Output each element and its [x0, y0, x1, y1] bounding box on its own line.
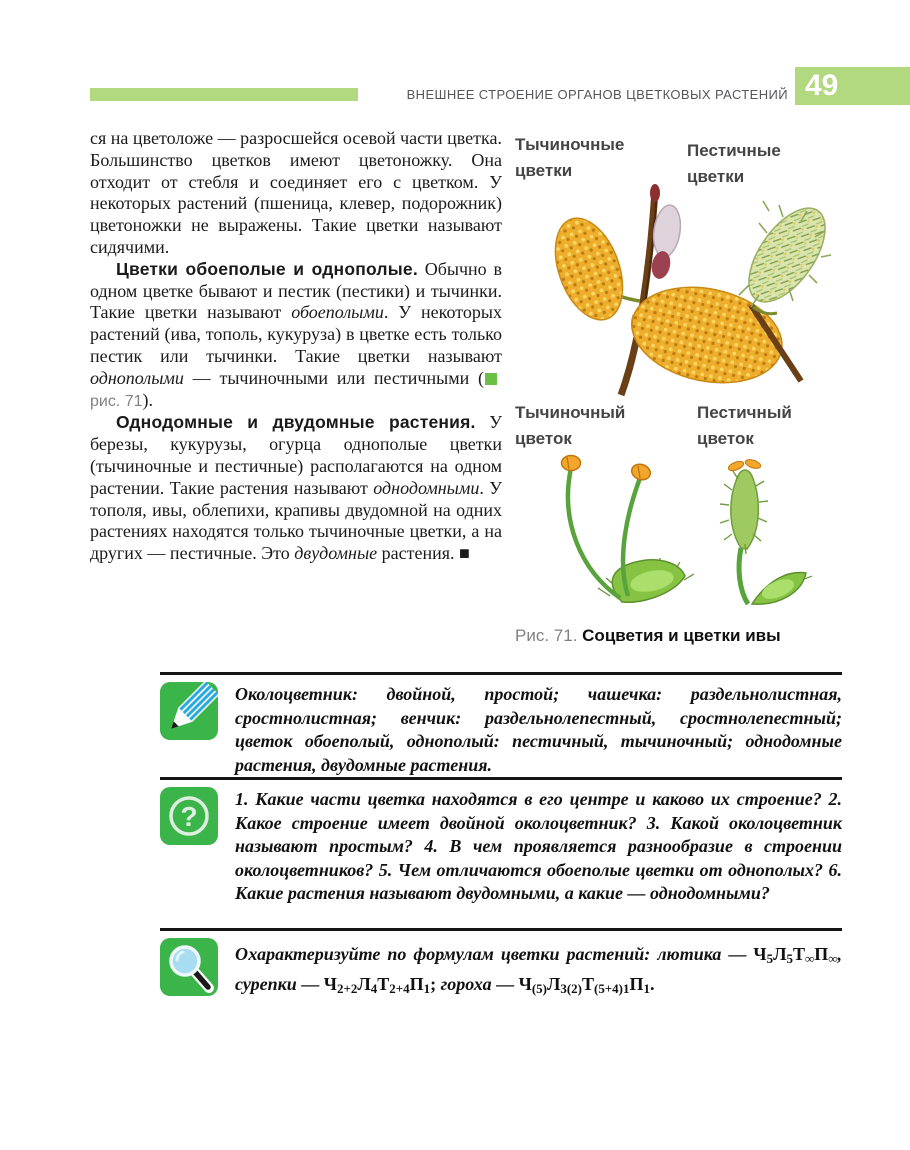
vocabulary-text: Околоцветник: двойной, простой; чашечка: раздельнолистная, сростнолистная; венчик: раздельнолепестный, сростнолепестный; цветок обоеполый, однополый: пестичный, тычиночный; однодомные растения, двудомные растения. — [235, 684, 842, 775]
willow-catkins-illustration — [537, 183, 837, 398]
label-staminate-flower: Тычиночный цветок — [515, 403, 626, 449]
svg-text:?: ? — [180, 801, 198, 832]
figure-caption-title: Соцветия и цветки ивы — [582, 626, 781, 645]
label-pistillate-flower: Пестичный цветок — [697, 403, 792, 449]
question-icon — [160, 787, 218, 845]
questions-block — [160, 777, 842, 928]
body-text-column — [90, 128, 502, 565]
figure-reference: рис. 71 — [90, 392, 143, 410]
flower-formula-buttercup: $Ч_5Л_5Т_\infty П_\infty$ — [753, 944, 838, 967]
running-head: ВНЕШНЕЕ СТРОЕНИЕ ОРГАНОВ ЦВЕТКОВЫХ РАСТЕНИЙ — [406, 87, 788, 102]
figure-caption-number: Рис. 71. — [515, 626, 578, 645]
term-monoecious: однодомными — [373, 477, 480, 498]
questions-text: 1. Какие части цветка находятся в его центре и каково их строение? 2. Какое строение имеет двойной околоцветник? 3. Какой околоцветник называют простым? 4. В чем проявляется разнообразие в строении околоцветников? 5. Чем отличаются обоеполые цветки от однополых? 6. Какие растения называют двудомными, а какие — однодомными? — [235, 789, 842, 903]
term-unisexual: однополыми — [90, 367, 184, 388]
flower-formula-wintercress: $Ч_{2+2}Л_4Т_{2+4}П_1$ — [323, 974, 431, 997]
vocabulary-block — [160, 672, 842, 777]
page-number-badge — [795, 67, 910, 105]
figure-71 — [515, 128, 850, 658]
flower-formula-pea: $Ч_{(5)}Л_{3(2)}Т_{(5+4)1}П_1$ — [518, 974, 650, 997]
task-block — [160, 928, 842, 1023]
paragraph-bisexual-unisexual: Цветки обоеполые и однополые. Обычно в одном цветке бывают и пестик (пестики) и тычинки. Такие цветки называют обоеполыми. У некоторых растений (ива, тополь, кукуруза) в цветке есть только пестик или тычинки. Такие цветки называют однополыми — тычиночными или пестичными (рис. 71). — [90, 258, 502, 410]
task-text: Охарактеризуйте по формулам цветки растений: лютика — $Ч_5Л_5Т_\infty П_\infty$, сурепки — $Ч_{2+2}Л_4Т_{2+4}П_1$; гороха — $Ч_{(5)}Л_{3(2)}Т_{(5+4)1}П_1$. — [235, 944, 843, 997]
label-staminate-flowers: Тычиночные цветки — [515, 135, 625, 181]
paragraph-flower-stalk: ся на цветоложе — разросшейся осевой части цветка. Большинство цветков имеют цветоножку. Она отходит от стебля и соединяет его с цветком. У некоторых растений (пшеница, клевер, подорожник) цветоножки не выражены. Такие цветки называют сидячими. — [90, 128, 502, 257]
figure-ref-square-icon — [485, 373, 497, 385]
pencil-icon — [160, 682, 218, 740]
willow-single-flowers-illustration — [540, 450, 825, 618]
header-green-bar — [90, 88, 358, 101]
label-pistillate-flowers: Пестичные цветки — [687, 141, 781, 187]
figure-caption — [515, 626, 781, 646]
term-bisexual: обоеполыми — [291, 302, 384, 323]
page-number: 49 — [805, 69, 839, 102]
paragraph-monoecious-dioecious: Однодомные и двудомные растения. У березы, кукурузы, огурца однополые цветки (тычиночные и пестичные) располагаются на одном растении. Такие растения называют однодомными. У тополя, ивы, облепихи, крапивы двудомной на одних растениях находятся только тычиночные цветки, а на других — пестичные. Это двудомные растения. ■ — [90, 412, 503, 564]
term-dioecious: двудомные — [294, 543, 378, 564]
magnifier-icon — [160, 938, 218, 996]
run-in-heading: Однодомные и двудомные растения. — [116, 412, 476, 433]
run-in-heading: Цветки обоеполые и однополые. — [116, 258, 418, 279]
end-of-section-blocks — [160, 672, 842, 1023]
